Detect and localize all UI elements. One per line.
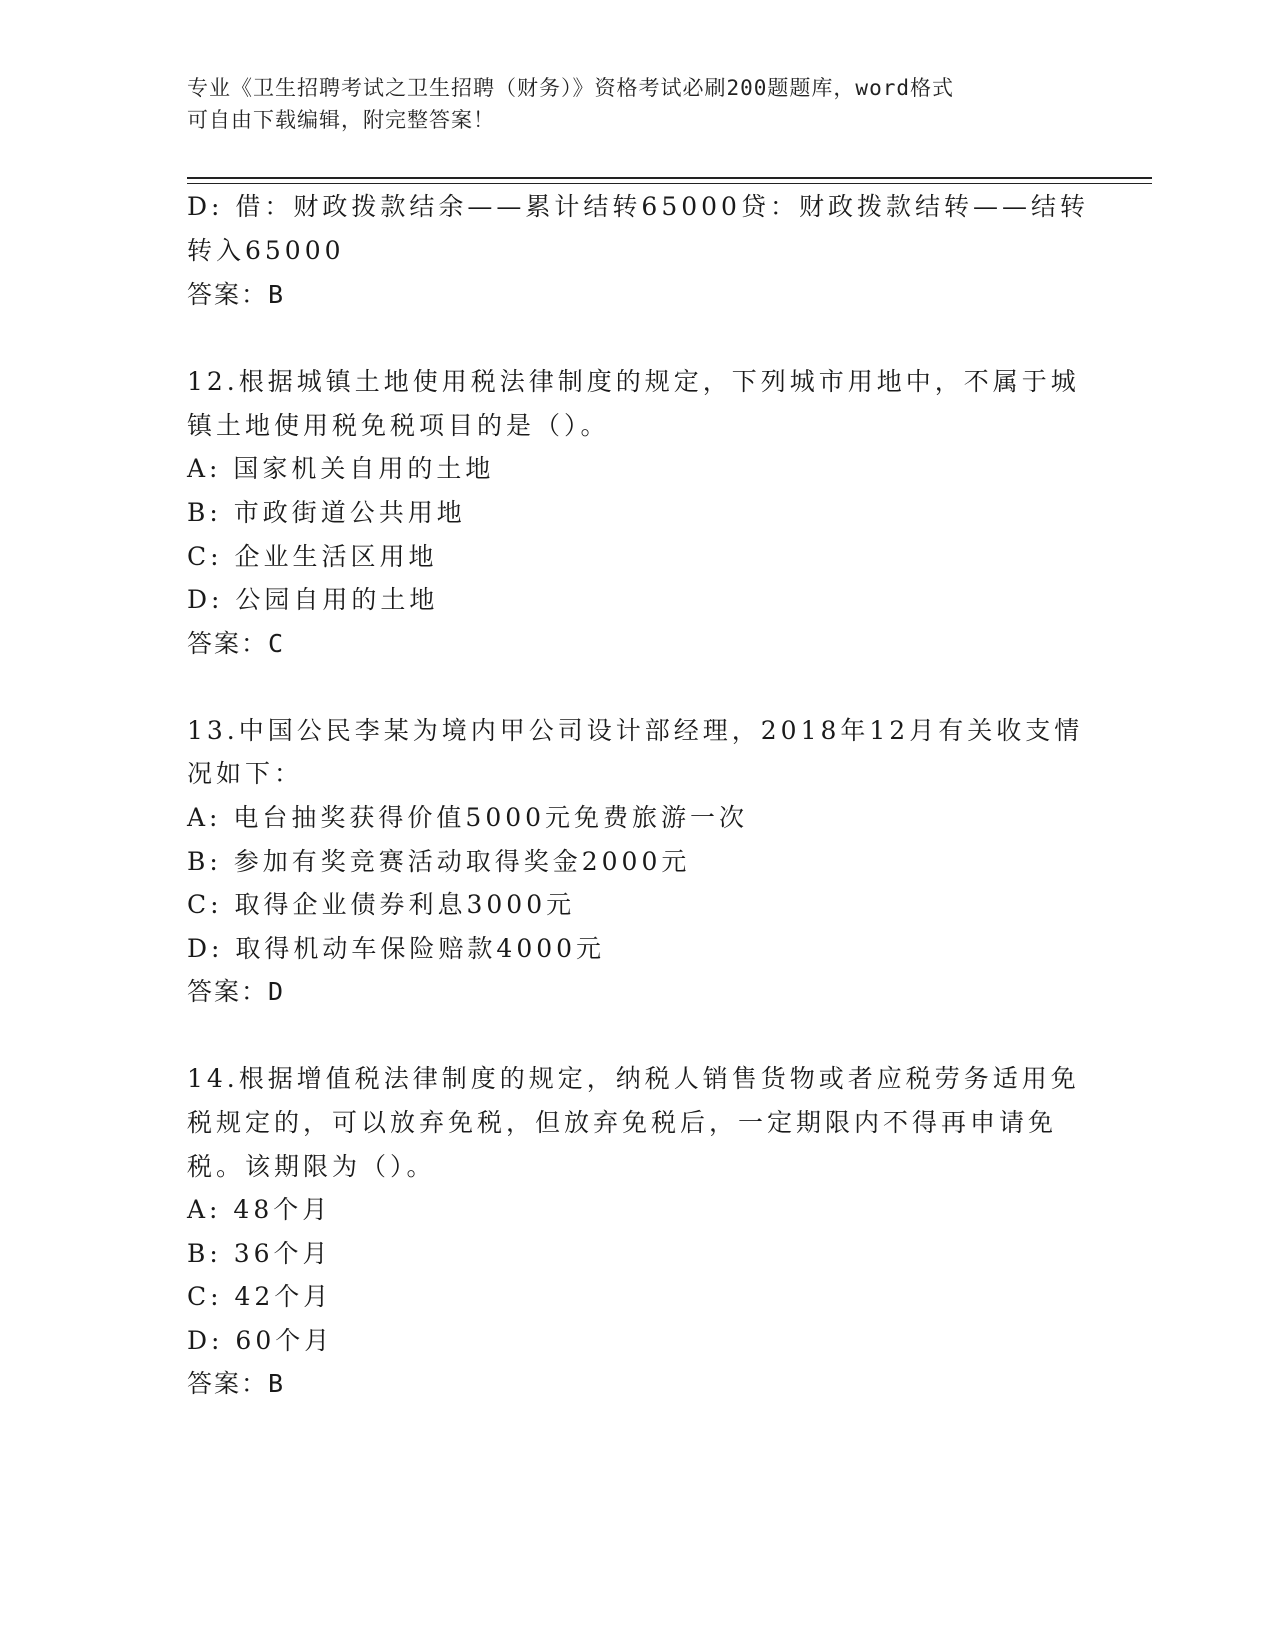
q12-option-b: B: 市政街道公共用地 [187,498,466,527]
q14-option-a: A: 48个月 [187,1195,332,1224]
q14-answer: 答案：B [187,1369,286,1398]
q13-option-d: D: 取得机动车保险赔款4000元 [187,934,606,963]
q13-answer: 答案：D [187,977,286,1006]
header-line-1: 专业《卫生招聘考试之卫生招聘（财务）》资格考试必刷200题题库，word格式 [187,76,954,100]
q14-stem-line-1: 14.根据增值税法律制度的规定，纳税人销售货物或者应税劳务适用免 [187,1064,1080,1093]
q14-option-c: C: 42个月 [187,1282,333,1311]
q12-stem-line-1: 12.根据城镇土地使用税法律制度的规定，下列城市用地中，不属于城 [187,367,1080,396]
q11-answer: 答案：B [187,280,286,309]
q11-option-d-line-2: 转入65000 [187,236,345,265]
q13-option-b: B: 参加有奖竞赛活动取得奖金2000元 [187,847,691,876]
q13-option-a: A: 电台抽奖获得价值5000元免费旅游一次 [187,803,749,832]
q12-option-d: D: 公园自用的土地 [187,585,439,614]
q14-option-b: B: 36个月 [187,1239,332,1268]
q14-stem-line-3: 税。该期限为（）。 [187,1152,436,1181]
q12-option-a: A: 国家机关自用的土地 [187,454,495,483]
header-line-2: 可自由下载编辑，附完整答案！ [187,108,495,132]
q14-option-d: D: 60个月 [187,1326,334,1355]
q13-stem-line-1: 13.中国公民李某为境内甲公司设计部经理，2018年12月有关收支情 [187,716,1084,745]
q11-option-d-line-1: D: 借：财政拨款结余——累计结转65000贷：财政拨款结转——结转 [187,192,1089,221]
document-header [187,72,1067,136]
q13-option-c: C: 取得企业债券利息3000元 [187,890,576,919]
header-divider-thin [187,183,1152,184]
q12-answer: 答案：C [187,629,286,658]
q12-stem-line-2: 镇土地使用税免税项目的是（）。 [187,411,610,440]
q12-option-c: C: 企业生活区用地 [187,542,438,571]
q14-stem-line-2: 税规定的，可以放弃免税，但放弃免税后，一定期限内不得再申请免 [187,1108,1058,1137]
header-divider-thick [187,177,1152,179]
q13-stem-line-2: 况如下： [187,759,304,788]
